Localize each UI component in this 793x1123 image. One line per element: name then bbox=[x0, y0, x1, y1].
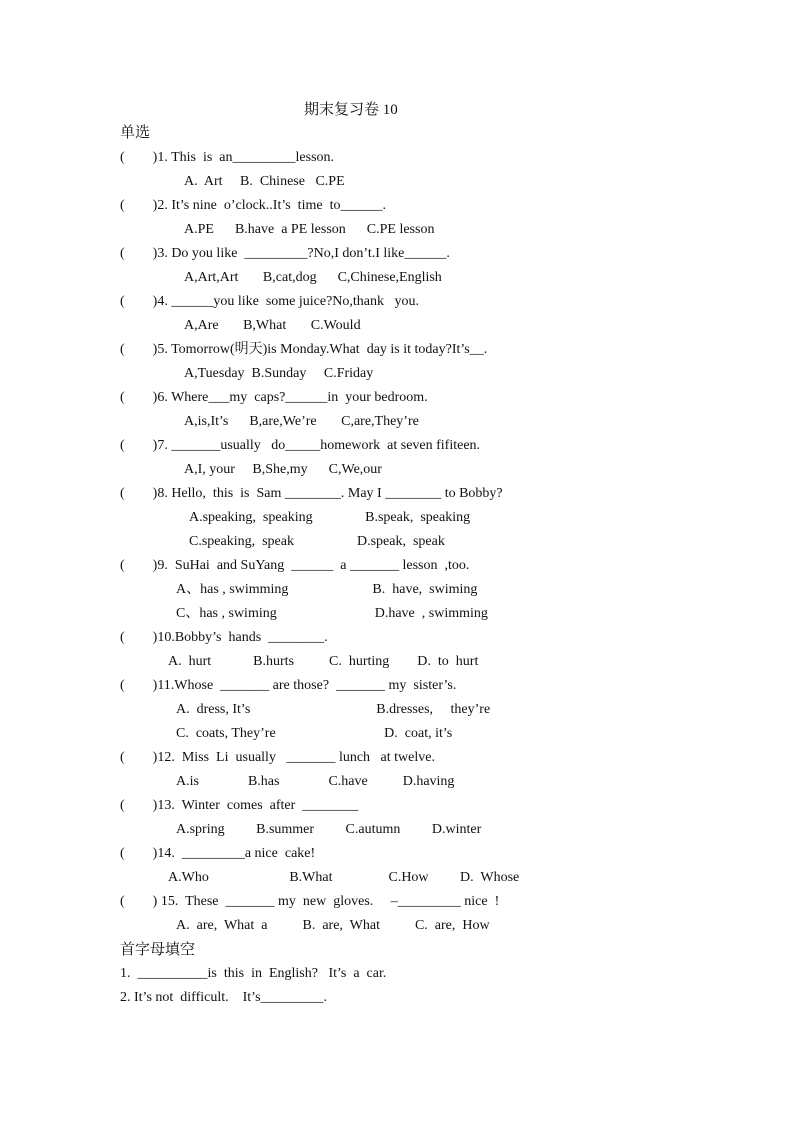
question-12: ( )12. Miss Li usually _______ lunch at twelve. bbox=[120, 750, 435, 765]
question-4: ( )4. ______you like some juice?No,thank you. bbox=[120, 294, 420, 309]
question-10: ( )10.Bobby’s hands ________. bbox=[120, 630, 328, 645]
question-13: ( )13. Winter comes after ________ bbox=[120, 798, 359, 813]
question-1-options: A. Art B. Chinese C.PE bbox=[184, 174, 345, 189]
question-2: ( )2. It’s nine o’clock..It’s time to______. bbox=[120, 198, 386, 213]
question-6-options: A,is,It’s B,are,We’re C,are,They’re bbox=[184, 414, 419, 429]
fill-in-item-2: 2. It’s not difficult. It’s_________. bbox=[120, 990, 328, 1005]
question-11-options-row-2: C. coats, They’re D. coat, it’s bbox=[176, 726, 453, 741]
question-8-options-row-1: A.speaking, speaking B.speak, speaking bbox=[189, 510, 471, 525]
section-heading-multiple-choice: 单选 bbox=[120, 125, 151, 141]
question-6: ( )6. Where___my caps?______in your bedroom. bbox=[120, 390, 428, 405]
question-13-options: A.spring B.summer C.autumn D.winter bbox=[176, 822, 482, 837]
question-7: ( )7. _______usually do_____homework at seven fifiteen. bbox=[120, 438, 481, 453]
question-3: ( )3. Do you like _________?No,I don’t.I like______. bbox=[120, 246, 450, 261]
question-8: ( )8. Hello, this is Sam ________. May I ________ to Bobby? bbox=[120, 486, 503, 501]
question-11-options-row-1: A. dress, It’s B.dresses, they’re bbox=[176, 702, 491, 717]
section-heading-fill-in: 首字母填空 bbox=[120, 942, 196, 958]
question-11: ( )11.Whose _______ are those? _______ my sister’s. bbox=[120, 678, 457, 693]
question-15-options: A. are, What a B. are, What C. are, How bbox=[176, 918, 490, 933]
question-14-options: A.Who B.What C.How D. Whose bbox=[168, 870, 520, 885]
question-12-options: A.is B.has C.have D.having bbox=[176, 774, 455, 789]
fill-in-item-1: 1. __________is this in English? It’s a car. bbox=[120, 966, 387, 981]
question-7-options: A,I, your B,She,my C,We,our bbox=[184, 462, 382, 477]
question-10-options: A. hurt B.hurts C. hurting D. to hurt bbox=[168, 654, 479, 669]
question-5-options: A,Tuesday B.Sunday C.Friday bbox=[184, 366, 374, 381]
question-4-options: A,Are B,What C.Would bbox=[184, 318, 361, 333]
question-1: ( )1. This is an_________lesson. bbox=[120, 150, 335, 165]
question-14: ( )14. _________a nice cake! bbox=[120, 846, 316, 861]
question-8-options-row-2: C.speaking, speak D.speak, speak bbox=[189, 534, 445, 549]
question-9-options-row-2: C、has , swiming D.have , swimming bbox=[176, 606, 488, 621]
question-2-options: A.PE B.have a PE lesson C.PE lesson bbox=[184, 222, 435, 237]
question-9: ( )9. SuHai and SuYang ______ a _______ lesson ,too. bbox=[120, 558, 470, 573]
question-9-options-row-1: A、has , swimming B. have, swiming bbox=[176, 582, 478, 597]
question-5: ( )5. Tomorrow(明天)is Monday.What day is it today?It’s__. bbox=[120, 342, 488, 357]
question-15: ( ) 15. These _______ my new gloves. –_________ nice ! bbox=[120, 894, 500, 909]
page-title: 期末复习卷 10 bbox=[304, 102, 398, 118]
question-3-options: A,Art,Art B,cat,dog C,Chinese,English bbox=[184, 270, 442, 285]
